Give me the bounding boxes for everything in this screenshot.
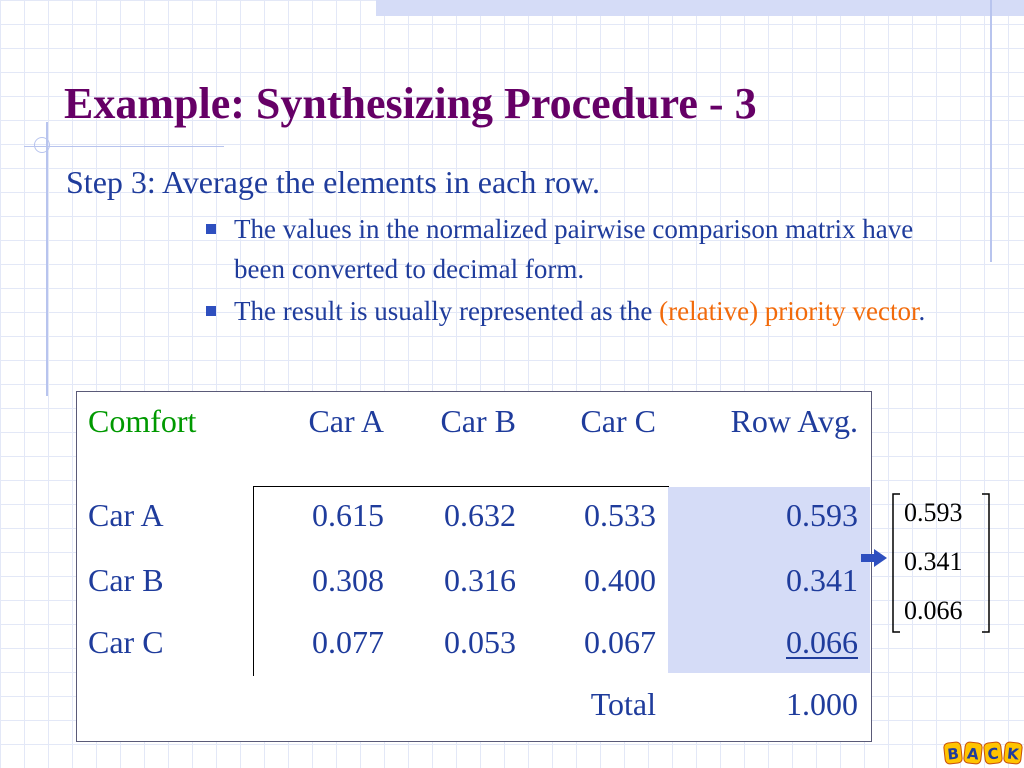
row-label: Car C — [88, 624, 164, 660]
table-cell: 0.400 — [584, 562, 656, 598]
step-text: Step 3: Average the elements in each row. — [66, 164, 601, 200]
vector-value: 0.593 — [904, 498, 963, 527]
column-header: Row Avg. — [730, 403, 858, 439]
table-cell: 0.308 — [312, 562, 384, 598]
table-cell: 0.067 — [584, 624, 656, 660]
top-decor-band — [376, 0, 1024, 16]
back-letter: B — [943, 741, 963, 765]
row-label: Car A — [88, 497, 164, 533]
bullet-text — [206, 291, 926, 331]
table-cell: 0.077 — [312, 624, 384, 660]
bullet-text-part: . — [918, 296, 926, 326]
table-corner-label: Comfort — [88, 403, 197, 439]
square-bullet-icon — [206, 306, 216, 316]
back-button[interactable] — [944, 742, 1022, 766]
slide-title: Example: Synthesizing Procedure - 3 — [64, 79, 757, 128]
row-average-underlined: 0.066 — [786, 624, 858, 660]
matrix-top-border — [253, 486, 669, 487]
bullet-item — [206, 209, 926, 289]
right-decor-line — [990, 0, 992, 262]
table-cell: 0.533 — [584, 497, 656, 533]
back-letter: A — [963, 741, 983, 765]
square-bullet-icon — [206, 224, 216, 234]
total-label: Total — [590, 686, 656, 722]
table-cell: 0.316 — [444, 562, 516, 598]
decor-circle — [34, 137, 50, 153]
column-header: Car A — [308, 403, 384, 439]
title-underline-decor — [24, 146, 224, 147]
table-cell: 0.053 — [444, 624, 516, 660]
left-decor-line — [46, 122, 48, 396]
back-letter: C — [983, 741, 1003, 765]
right-arrow-icon — [861, 549, 887, 567]
bullet-text: The values in the normalized pairwise comparison matrix have been converted to decimal form. — [234, 214, 914, 284]
vector-value: 0.341 — [904, 547, 963, 576]
table-cell: 0.632 — [444, 497, 516, 533]
row-average: 0.593 — [786, 497, 858, 533]
total-value: 1.000 — [786, 686, 858, 722]
vector-value: 0.066 — [904, 596, 963, 625]
row-average: 0.341 — [786, 562, 858, 598]
back-letter: K — [1003, 741, 1023, 765]
row-average — [680, 624, 858, 661]
table-cell: 0.615 — [312, 497, 384, 533]
row-label: Car B — [88, 562, 164, 598]
matrix-left-border — [253, 486, 254, 676]
highlight-term: (relative) priority vector — [659, 296, 919, 326]
bullet-item — [206, 291, 926, 331]
column-header: Car B — [440, 403, 516, 439]
bullet-text-part: The result is usually represented as the — [234, 296, 660, 326]
column-header: Car C — [580, 403, 656, 439]
